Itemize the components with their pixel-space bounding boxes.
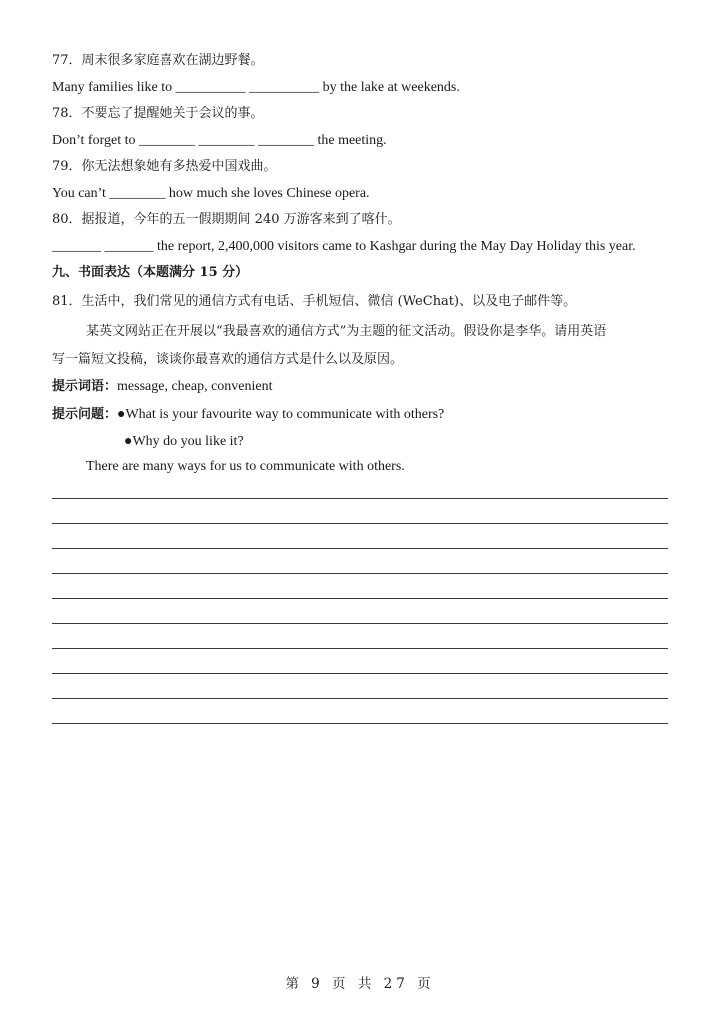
q81-intro: 81．生活中，我们常见的通信方式有电话、手机短信、微信 (WeChat)、以及电子邮件等。 [52, 294, 577, 309]
writing-line [52, 523, 668, 524]
q79-prompt: 79．你无法想象她有多热爱中国戏曲。 [52, 159, 277, 174]
hint-question-1: ●What is your favourite way to communicate with others? [117, 407, 445, 422]
q78-prompt: 78．不要忘了提醒她关于会议的事。 [52, 106, 264, 121]
section-heading: 九、书面表达（本题满分 15 分） [52, 265, 249, 280]
writing-line [52, 698, 668, 699]
task-line-2: 写一篇短文投稿，谈谈你最喜欢的通信方式是什么以及原因。 [52, 352, 404, 367]
page-number: 第 9 页 共 27 页 [285, 976, 435, 992]
writing-line [52, 623, 668, 624]
q80-prompt: 80．据报道，今年的五一假期期间 240 万游客来到了喀什。 [52, 212, 401, 227]
writing-line [52, 673, 668, 674]
q77-prompt: 77．周末很多家庭喜欢在湖边野餐。 [52, 53, 264, 68]
writing-line [52, 498, 668, 499]
q80-sentence: _______ _______ the report, 2,400,000 visitors came to Kashgar during the May Day Holiday this year. [52, 239, 636, 254]
hint-words-label: 提示词语： [52, 379, 118, 394]
q79-sentence: You can’t ________ how much she loves Chinese opera. [52, 186, 370, 201]
writing-line [52, 573, 668, 574]
writing-line [52, 723, 668, 724]
task-line-1: 某英文网站正在开展以“我最喜欢的通信方式”为主题的征文活动。假设你是李华。请用英语 [86, 324, 607, 339]
hint-words-row [52, 378, 273, 396]
writing-line [52, 648, 668, 649]
writing-line [52, 598, 668, 599]
opening-sentence: There are many ways for us to communicate with others. [86, 459, 405, 474]
q78-sentence: Don’t forget to ________ ________ ________ the meeting. [52, 133, 387, 148]
hint-questions-label: 提示问题： [52, 407, 118, 422]
hint-question-2: ●Why do you like it? [124, 434, 244, 449]
hint-words: message, cheap, convenient [117, 379, 273, 394]
q77-sentence: Many families like to __________ __________ by the lake at weekends. [52, 80, 460, 95]
writing-line [52, 548, 668, 549]
hint-questions-row [52, 406, 444, 424]
